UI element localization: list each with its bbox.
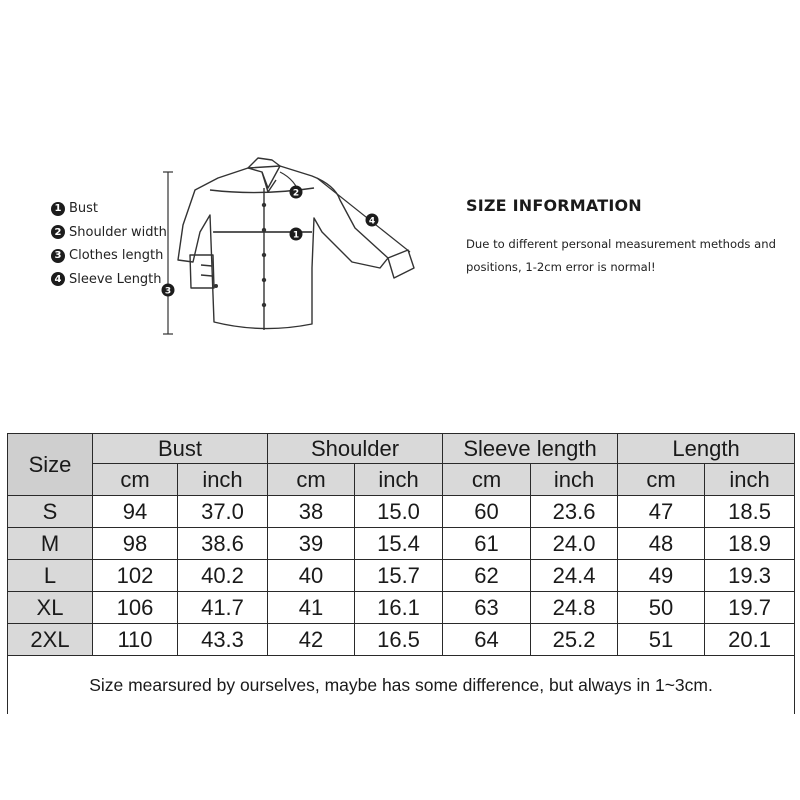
size-header: Size [8, 434, 93, 496]
table-cell: 94 [93, 496, 178, 528]
table-cell: 39 [268, 528, 355, 560]
table-cell: 62 [443, 560, 531, 592]
unit-header: inch [531, 464, 618, 496]
table-cell: 38.6 [178, 528, 268, 560]
marker-3: 3 [164, 286, 172, 297]
table-cell: 20.1 [705, 624, 795, 656]
table-row [8, 624, 795, 656]
legend-label: Shoulder width [69, 224, 167, 240]
table-row [8, 496, 795, 528]
table-cell: 40.2 [178, 560, 268, 592]
number-badge: 3 [51, 249, 65, 263]
table-cell: 16.5 [355, 624, 443, 656]
unit-header: cm [443, 464, 531, 496]
group-header-length: Length [618, 434, 795, 464]
table-row [8, 592, 795, 624]
table-cell: 98 [93, 528, 178, 560]
table-cell: 63 [443, 592, 531, 624]
measurement-note: Size mearsured by ourselves, maybe has some difference, but always in 1~3cm. [8, 656, 795, 715]
size-info-title: SIZE INFORMATION [466, 196, 642, 215]
table-cell: 24.8 [531, 592, 618, 624]
group-header-sleeve-length: Sleeve length [443, 434, 618, 464]
group-header-shoulder: Shoulder [268, 434, 443, 464]
table-cell: 51 [618, 624, 705, 656]
table-row [8, 560, 795, 592]
table-cell: 42 [268, 624, 355, 656]
legend-label: Clothes length [69, 248, 164, 264]
table-cell: 43.3 [178, 624, 268, 656]
marker-4: 4 [368, 216, 376, 227]
unit-header: cm [93, 464, 178, 496]
table-cell: 15.0 [355, 496, 443, 528]
table-cell: 60 [443, 496, 531, 528]
table-cell: 24.0 [531, 528, 618, 560]
table-cell: 49 [618, 560, 705, 592]
size-info-note [466, 233, 796, 279]
table-cell: 41.7 [178, 592, 268, 624]
size-info-line: positions, 1-2cm error is normal! [466, 260, 656, 274]
table-cell: 15.7 [355, 560, 443, 592]
table-cell: 40 [268, 560, 355, 592]
unit-header: cm [268, 464, 355, 496]
size-cell: L [8, 560, 93, 592]
number-badge: 2 [51, 225, 65, 239]
marker-2: 2 [292, 188, 300, 199]
table-cell: 24.4 [531, 560, 618, 592]
marker-1: 1 [292, 230, 300, 241]
table-cell: 19.3 [705, 560, 795, 592]
table-cell: 50 [618, 592, 705, 624]
shirt-measurement-diagram [150, 150, 440, 350]
table-cell: 102 [93, 560, 178, 592]
table-cell: 48 [618, 528, 705, 560]
table-cell: 47 [618, 496, 705, 528]
group-header-bust: Bust [93, 434, 268, 464]
table-cell: 106 [93, 592, 178, 624]
table-cell: 61 [443, 528, 531, 560]
table-cell: 18.5 [705, 496, 795, 528]
table-cell: 16.1 [355, 592, 443, 624]
shirt-collar [248, 158, 280, 188]
number-badge: 4 [51, 272, 65, 286]
unit-header: inch [355, 464, 443, 496]
table-cell: 38 [268, 496, 355, 528]
size-cell: M [8, 528, 93, 560]
unit-header: inch [705, 464, 795, 496]
table-cell: 25.2 [531, 624, 618, 656]
table-cell: 64 [443, 624, 531, 656]
size-info-line: Due to different personal measurement methods and [466, 237, 776, 251]
table-cell: 41 [268, 592, 355, 624]
size-chart [7, 433, 794, 709]
table-cell: 19.7 [705, 592, 795, 624]
shirt-outline [178, 166, 388, 329]
size-cell: 2XL [8, 624, 93, 656]
table-cell: 18.9 [705, 528, 795, 560]
table-cell: 37.0 [178, 496, 268, 528]
size-cell: XL [8, 592, 93, 624]
size-table [7, 433, 795, 714]
table-cell: 15.4 [355, 528, 443, 560]
size-cell: S [8, 496, 93, 528]
table-cell: 110 [93, 624, 178, 656]
table-row [8, 528, 795, 560]
legend-label: Bust [69, 201, 99, 217]
legend-label: Sleeve Length [69, 271, 162, 287]
number-badge: 1 [51, 202, 65, 216]
table-cell: 23.6 [531, 496, 618, 528]
unit-header: inch [178, 464, 268, 496]
unit-header: cm [618, 464, 705, 496]
